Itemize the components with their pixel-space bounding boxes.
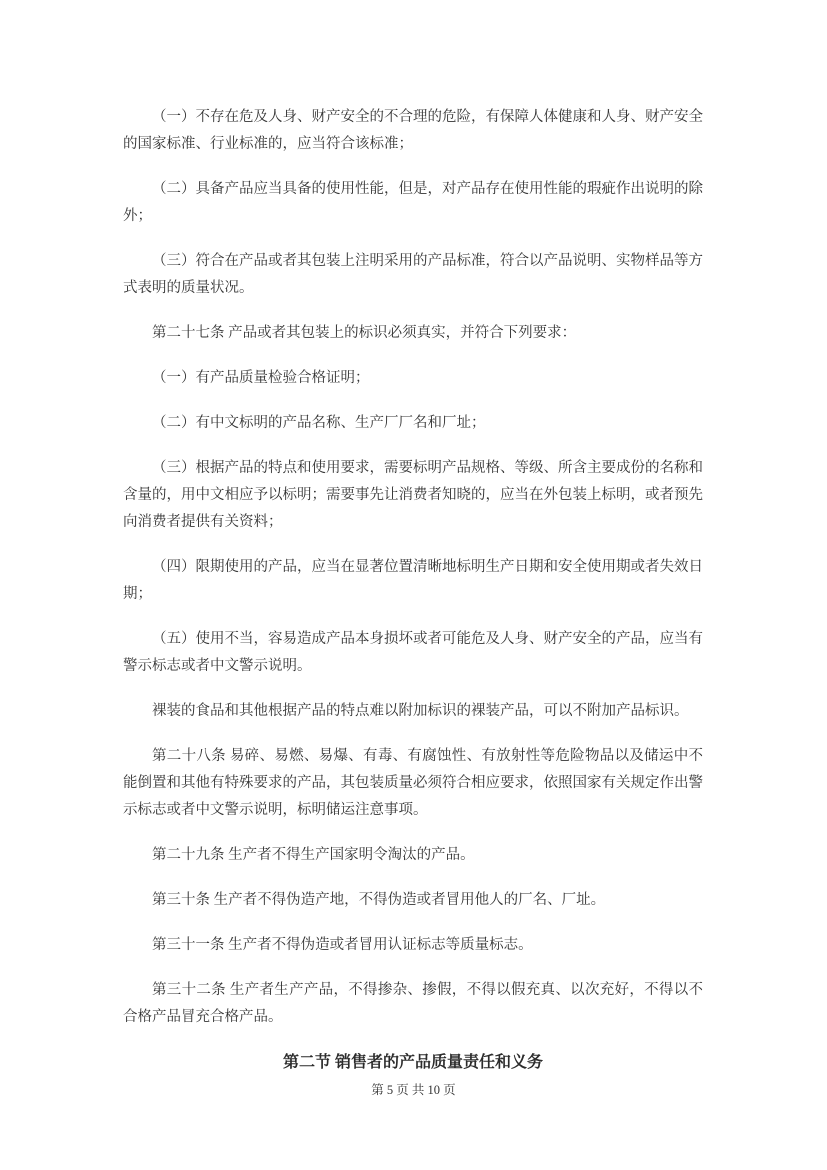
list-item-2: （二）具备产品应当具备的使用性能，但是，对产品存在使用性能的瑕疵作出说明的除外；: [123, 181, 703, 224]
article-27-item-5: （五）使用不当，容易造成产品本身损坏或者可能危及人身、财产安全的产品，应当有警示标志或者中文警示说明。: [123, 631, 703, 674]
article-27-note: 裸装的食品和其他根据产品的特点难以附加标识的裸装产品，可以不附加产品标识。: [152, 703, 689, 719]
article-30: 第三十条 生产者不得伪造产地，不得伪造或者冒用他人的厂名、厂址。: [152, 892, 606, 908]
document-body: [123, 104, 703, 1076]
page-footer: [0, 1082, 827, 1098]
article-27-item-4: （四）限期使用的产品，应当在显著位置清晰地标明生产日期和安全使用期或者失效日期；: [123, 559, 703, 602]
page-number-label: 第 5 页 共 10 页: [371, 1083, 456, 1097]
list-item-3: （三）符合在产品或者其包装上注明采用的产品标准，符合以产品说明、实物样品等方式表明的质量状况。: [123, 253, 703, 296]
article-28: 第二十八条 易碎、易燃、易爆、有毒、有腐蚀性、有放射性等危险物品以及储运中不能倒置和其他有特殊要求的产品，其包装质量必须符合相应要求，依照国家有关规定作出警示标志或者中文警示说明，标明储运注意事项。: [123, 748, 703, 818]
article-27: 第二十七条 产品或者其包装上的标识必须真实，并符合下列要求：: [152, 325, 577, 341]
article-27-item-3: （三）根据产品的特点和使用要求，需要标明产品规格、等级、所含主要成份的名称和含量的，用中文相应予以标明；需要事先让消费者知晓的，应当在外包装上标明，或者预先向消费者提供有关资料；: [123, 460, 703, 530]
list-item-1: （一）不存在危及人身、财产安全的不合理的危险，有保障人体健康和人身、财产安全的国家标准、行业标准的，应当符合该标准；: [123, 109, 703, 152]
article-29: 第二十九条 生产者不得生产国家明令淘汰的产品。: [152, 847, 475, 863]
article-27-item-1: （一）有产品质量检验合格证明；: [152, 370, 370, 386]
section-heading: 第二节 销售者的产品质量责任和义务: [282, 1054, 543, 1071]
article-31: 第三十一条 生产者不得伪造或者冒用认证标志等质量标志。: [152, 937, 533, 953]
article-32: 第三十二条 生产者生产产品，不得掺杂、掺假，不得以假充真、以次充好，不得以不合格产品冒充合格产品。: [123, 982, 703, 1025]
article-27-item-2: （二）有中文标明的产品名称、生产厂厂名和厂址；: [152, 415, 486, 431]
